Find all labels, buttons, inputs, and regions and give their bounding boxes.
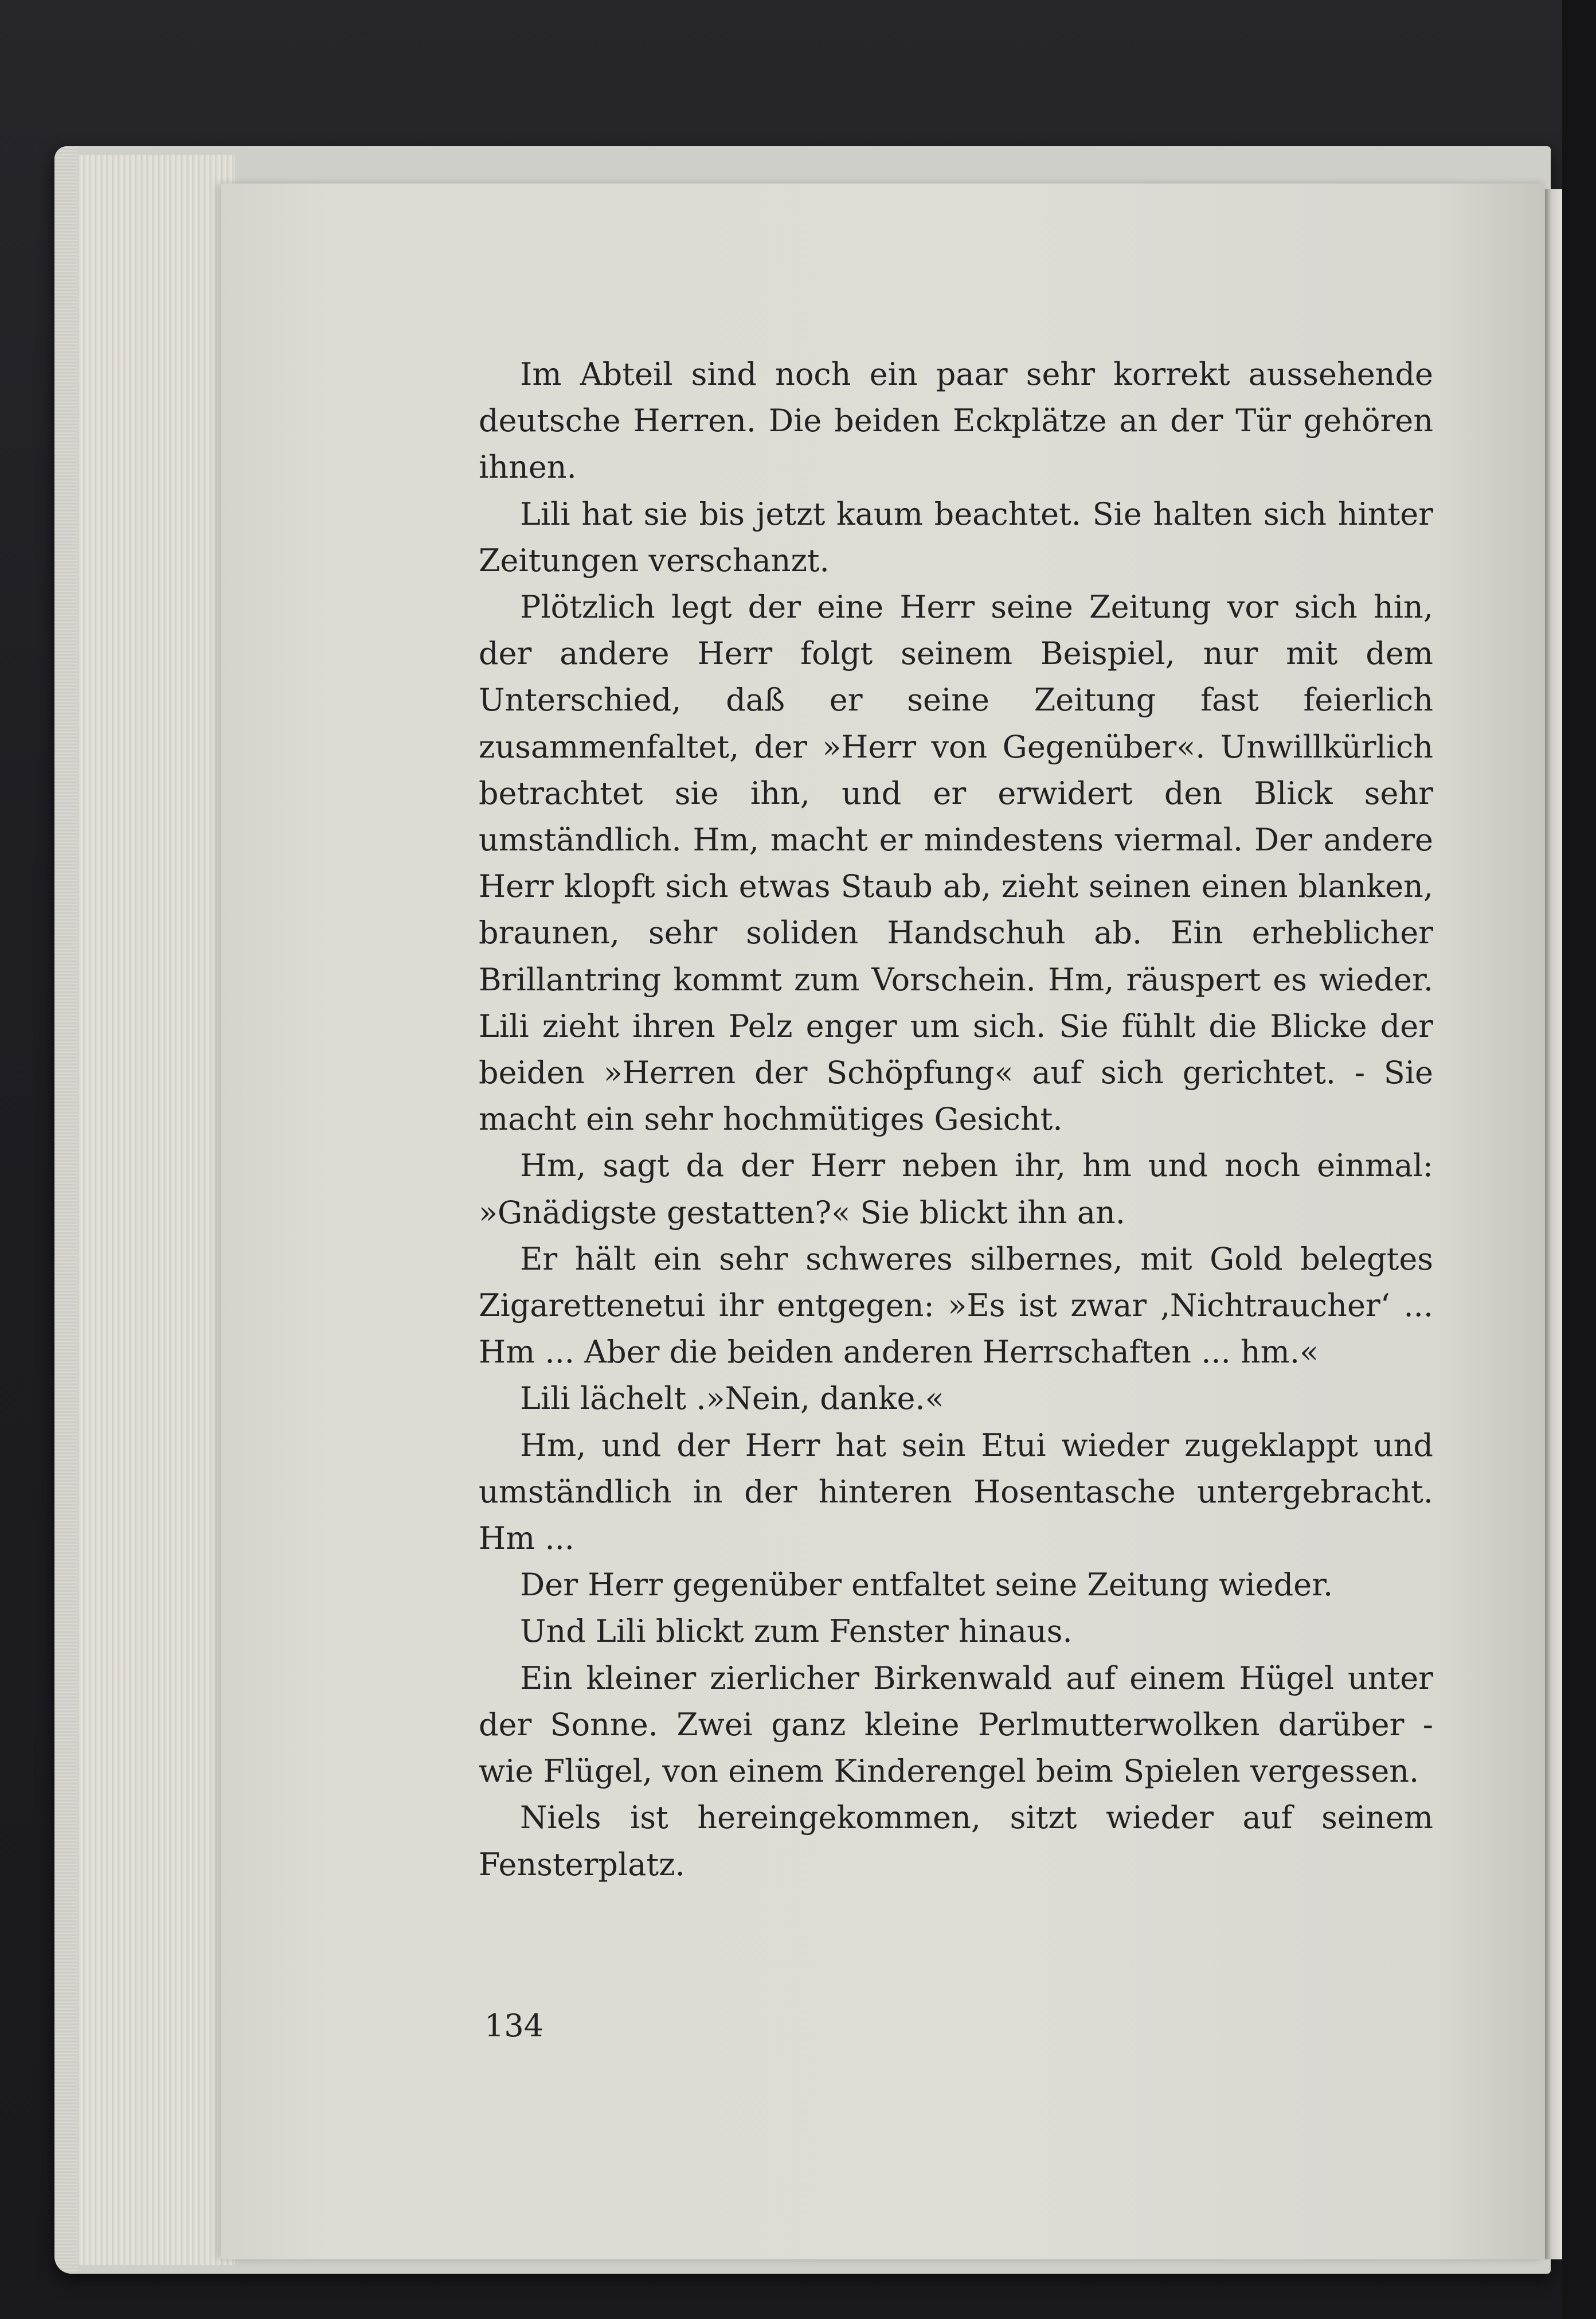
paragraph: Lili hat sie bis jetzt kaum beachtet. Sie halten sich hinter Zeitungen verschanzt. (479, 495, 1433, 579)
paragraph: Und Lili blickt zum Fenster hinaus. (520, 1613, 1073, 1650)
facing-page-edge (1545, 189, 1562, 2259)
background-right (1562, 0, 1596, 2319)
paragraph: Hm, und der Herr hat sein Etui wieder zugeklappt und umständlich in der hinteren Hosentasche untergebracht. Hm ... (479, 1427, 1433, 1557)
page-edges (63, 155, 235, 2265)
paragraph: Hm, sagt da der Herr neben ihr, hm und noch einmal: »Gnädigste gestatten?« Sie blickt ihn an. (479, 1147, 1433, 1231)
paragraph: Ein kleiner zierlicher Birkenwald auf einem Hügel unter der Sonne. Zwei ganz kleine Perlmutterwolken darüber - wie Flügel, von einem Kinderengel beim Spielen vergessen. (479, 1660, 1433, 1790)
paragraph: Er hält ein sehr schweres silbernes, mit Gold belegtes Zigarettenetui ihr entgegen: »Es ist zwar ‚Nichtraucher‘ ... Hm ... Aber die beiden anderen Herrschaften ... hm.« (479, 1240, 1433, 1371)
page-number: 134 (484, 2008, 544, 2044)
page-text (479, 351, 1433, 2002)
paragraph: Plötzlich legt der eine Herr seine Zeitung vor sich hin, der andere Herr folgt seinem Beispiel, nur mit dem Unterschied, daß er seine Zeitung fast feierlich zusammenfaltet, der »Herr von Gegenüber«. Unwillkürlich betrachtet sie ihn, und er erwidert den Blick sehr umständlich. Hm, macht er mindestens viermal. Der andere Herr klopft sich etwas Staub ab, zieht seinen einen blanken, braunen, sehr soliden Handschuh ab. Ein erheblicher Brillantring kommt zum Vorschein. Hm, räuspert es wieder. Lili zieht ihren Pelz enger um sich. Sie fühlt die Blicke der beiden »Herren der Schöpfung« auf sich gerichtet. - Sie macht ein sehr hochmütiges Gesicht. (479, 589, 1433, 1138)
paragraph: Der Herr gegenüber entfaltet seine Zeitung wieder. (520, 1567, 1333, 1603)
paragraph: Lili lächelt .»Nein, danke.« (520, 1380, 944, 1417)
paragraph: Niels ist hereingekommen, sitzt wieder auf seinem Fensterplatz. (479, 1799, 1433, 1883)
paragraph: Im Abteil sind noch ein paar sehr korrekt aussehende deutsche Herren. Die beiden Eckplätze an der Tür gehören ihnen. (479, 356, 1433, 486)
book-spine (54, 146, 77, 2274)
